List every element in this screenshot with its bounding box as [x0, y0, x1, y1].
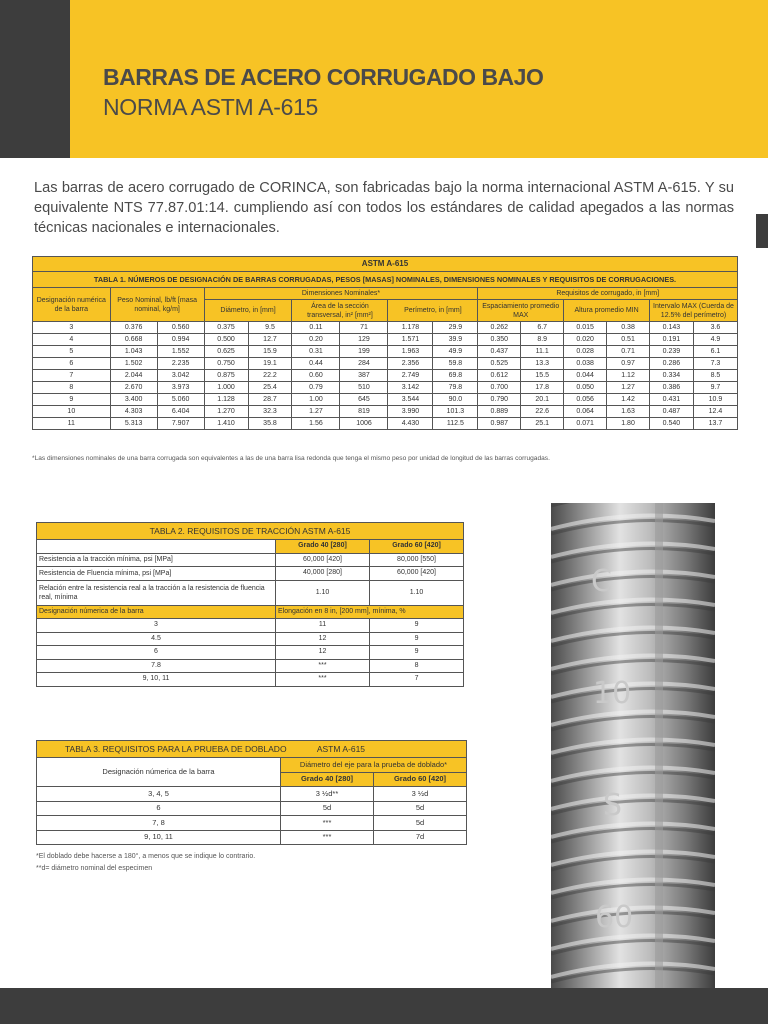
table1-cell: 0.540: [649, 418, 693, 430]
table1-cell: 0.612: [478, 370, 521, 382]
table1-cell: 0.350: [478, 334, 521, 346]
table1-cell: 7.907: [157, 418, 204, 430]
rebar-mark-60: 60: [595, 900, 634, 935]
table2-elong-cell-g40: 12: [276, 632, 370, 646]
table1-cell: 0.020: [564, 334, 607, 346]
table3-cell-g60: 5d: [374, 816, 467, 831]
table2-elong-cell-g60: 9: [370, 619, 464, 633]
table1-cell: 1.963: [388, 346, 433, 358]
table3-cell-g40: ***: [281, 816, 374, 831]
table3-row: [37, 787, 467, 802]
table2-elongation-row: [37, 646, 464, 660]
table1-cell: 9: [33, 394, 111, 406]
table1-cell: 1.043: [110, 346, 157, 358]
table2-elong-cell-bar: 6: [37, 646, 276, 660]
table1-cell: 0.875: [204, 370, 248, 382]
table3-cell-g40: 5d: [281, 801, 374, 816]
table1-cell: 0.064: [564, 406, 607, 418]
table2-elong-cell-g40: 12: [276, 646, 370, 660]
table1-cell: 3.142: [388, 382, 433, 394]
side-tab-marker: [756, 214, 768, 248]
table1-cell: 39.9: [433, 334, 478, 346]
table1-cell: 1.571: [388, 334, 433, 346]
table3-cell-bar: 9, 10, 11: [37, 830, 281, 845]
table2-elongation-row: [37, 673, 464, 687]
table1-cell: 0.525: [478, 358, 521, 370]
table2-empty-header: [37, 540, 276, 554]
table2-row: [37, 553, 464, 567]
table2-elong-cell-g60: 9: [370, 646, 464, 660]
table1-caption: TABLA 1. NÚMEROS DE DESIGNACIÓN DE BARRAS CORRUGADAS, PESOS [MASAS] NOMINALES, DIMENSIONES NOMINALES Y REQUISITOS DE CORRUGACIONES.: [33, 272, 738, 288]
table2-elong-cell-bar: 3: [37, 619, 276, 633]
table1-cell: 0.20: [292, 334, 340, 346]
table2-elong-cell-g40: ***: [276, 659, 370, 673]
table1-cell: 1.502: [110, 358, 157, 370]
table3-cell-g60: 7d: [374, 830, 467, 845]
table3-diameter-label: Diámetro del eje para la prueba de doblado*: [281, 758, 467, 773]
table3-cell-bar: 6: [37, 801, 281, 816]
table1-cell: 0.038: [564, 358, 607, 370]
table1-header-requirements: Requisitos de corrugado, in [mm]: [478, 288, 738, 300]
table2-cell-label: Resistencia de Fluencia mínima, psi [MPa]: [37, 567, 276, 581]
table2-elong-cell-g60: 7: [370, 673, 464, 687]
table1-cell: 0.015: [564, 322, 607, 334]
table1-cell: 0.044: [564, 370, 607, 382]
table1-cell: 3.400: [110, 394, 157, 406]
table1-row: [33, 322, 738, 334]
table1-cell: 28.7: [248, 394, 292, 406]
table2-elong-cell-bar: 4.5: [37, 632, 276, 646]
table1-header-dimensions: Dimensiones Nominales*: [204, 288, 478, 300]
table1-cell: 0.286: [649, 358, 693, 370]
table1-cell: 645: [340, 394, 388, 406]
table1-cell: 10.9: [693, 394, 737, 406]
table1-row: [33, 358, 738, 370]
table1-cell: 1.80: [607, 418, 650, 430]
table1-cell: 0.71: [607, 346, 650, 358]
table1-cell: 0.60: [292, 370, 340, 382]
table2-cell-label: Relación entre la resistencia real a la tracción a la resistencia de fluencia real, mínima: [37, 580, 276, 605]
table1-cell: 0.11: [292, 322, 340, 334]
table1-cell: 0.143: [649, 322, 693, 334]
rebar-longitudinal-rib: [655, 503, 663, 1024]
table1-cell: 6.1: [693, 346, 737, 358]
table3-cell-bar: 7, 8: [37, 816, 281, 831]
table1-cell: 1.27: [607, 382, 650, 394]
table1-cell: 8.9: [521, 334, 564, 346]
intro-paragraph: Las barras de acero corrugado de CORINCA, son fabricadas bajo la norma internacional ASTM A-615. Y su equivalente NTS 77.87.01:14. cumpliendo así con todos los estándares de calidad apegados a las normas técnicas nacionales e internacionales.: [34, 180, 734, 236]
table2-cell-g60: 60,000 [420]: [370, 567, 464, 581]
table1-header-area: Área de la sección transversal, in² [mm²]: [292, 300, 388, 322]
table1-cell: 819: [340, 406, 388, 418]
table2-elong-cell-bar: 9, 10, 11: [37, 673, 276, 687]
table2-cell-g40: 40,000 [280]: [276, 567, 370, 581]
table2-elongation-row: [37, 632, 464, 646]
table1-cell: 29.9: [433, 322, 478, 334]
rebar-mark-c: C: [591, 564, 612, 599]
table1-cell: 0.31: [292, 346, 340, 358]
rebar-mark-s: S: [603, 788, 623, 823]
table1-header-weight: Peso Nominal, lb/ft [masa nominal, kg/m]: [110, 288, 204, 322]
table1-cell: 7: [33, 370, 111, 382]
table1-cell: 6.404: [157, 406, 204, 418]
table1-cell: 0.262: [478, 322, 521, 334]
table1-cell: 35.8: [248, 418, 292, 430]
table2-cell-g60: 1.10: [370, 580, 464, 605]
table1-cell: 0.987: [478, 418, 521, 430]
table3-title: TABLA 3. REQUISITOS PARA LA PRUEBA DE DOBLADO: [65, 744, 287, 754]
table3-footnote-2: **d= diámetro nominal del especimen: [36, 865, 153, 872]
table1-cell: 0.487: [649, 406, 693, 418]
table1-cell: 4: [33, 334, 111, 346]
table3-cell-g40: ***: [281, 830, 374, 845]
table1-cell: 1.128: [204, 394, 248, 406]
table2-cell-g40: 1.10: [276, 580, 370, 605]
table1-cell: 1006: [340, 418, 388, 430]
rebar-mark-10: 10: [593, 676, 632, 711]
table1-cell: 112.5: [433, 418, 478, 430]
table1-row: [33, 382, 738, 394]
table1-cell: 199: [340, 346, 388, 358]
page-title-line1: BARRAS DE ACERO CORRUGADO BAJO: [103, 64, 544, 90]
table1-cell: 79.8: [433, 382, 478, 394]
table3-row: [37, 801, 467, 816]
table1-cell: 1.00: [292, 394, 340, 406]
table1-cell: 1.410: [204, 418, 248, 430]
table1-cell: 0.38: [607, 322, 650, 334]
table1-row: [33, 406, 738, 418]
table1-cell: 0.191: [649, 334, 693, 346]
table1-cell: 15.9: [248, 346, 292, 358]
table1-cell: 13.3: [521, 358, 564, 370]
table1-cell: 2.670: [110, 382, 157, 394]
table1-cell: 2.044: [110, 370, 157, 382]
table1-cell: 0.97: [607, 358, 650, 370]
rebar-photo: [551, 503, 715, 1024]
table1-cell: 0.375: [204, 322, 248, 334]
table1-cell: 0.889: [478, 406, 521, 418]
table1-cell: 0.51: [607, 334, 650, 346]
table1-cell: 9.7: [693, 382, 737, 394]
table1-cell: 22.2: [248, 370, 292, 382]
header-dark-block: [0, 0, 70, 158]
table2-elong-cell-g60: 8: [370, 659, 464, 673]
table3-designation-label: Designación númerica de la barra: [37, 758, 281, 787]
table3-cell-g60: 3 ½d: [374, 787, 467, 802]
table3-title-norm: ASTM A-615: [316, 744, 366, 754]
table2-title: TABLA 2. REQUISITOS DE TRACCIÓN ASTM A-615: [37, 523, 464, 540]
table1-cell: 3.6: [693, 322, 737, 334]
table1-cell: 2.235: [157, 358, 204, 370]
table1-cell: 0.668: [110, 334, 157, 346]
table2-row: [37, 580, 464, 605]
table1-cell: 0.334: [649, 370, 693, 382]
table2-designation-label: Designación númerica de la barra: [37, 605, 276, 619]
table1-cell: 1.42: [607, 394, 650, 406]
table1-cell: 2.749: [388, 370, 433, 382]
table1-cell: 0.056: [564, 394, 607, 406]
table1-cell: 0.700: [478, 382, 521, 394]
table1-header-perimeter: Perímetro, in [mm]: [388, 300, 478, 322]
table2-cell-g40: 60,000 [420]: [276, 553, 370, 567]
table1-cell: 1.270: [204, 406, 248, 418]
table1-row: [33, 346, 738, 358]
table1-cell: 3.990: [388, 406, 433, 418]
table1-cell: 59.8: [433, 358, 478, 370]
table1-cell: 25.4: [248, 382, 292, 394]
table1-cell: 0.625: [204, 346, 248, 358]
table1-cell: 0.994: [157, 334, 204, 346]
table1-cell: 4.303: [110, 406, 157, 418]
table1-cell: 0.750: [204, 358, 248, 370]
table1-cell: 3.042: [157, 370, 204, 382]
table1-cell: 2.356: [388, 358, 433, 370]
table2-elongation-row: [37, 659, 464, 673]
table1-cell: 5.060: [157, 394, 204, 406]
table1-cell: 5: [33, 346, 111, 358]
table2-elong-cell-g40: ***: [276, 673, 370, 687]
table1-cell: 1.12: [607, 370, 650, 382]
table-bend-test: [36, 740, 467, 845]
table1-cell: 284: [340, 358, 388, 370]
table1-cell: 1.63: [607, 406, 650, 418]
table3-cell-g40: 3 ½d**: [281, 787, 374, 802]
table1-cell: 0.028: [564, 346, 607, 358]
table1-cell: 6: [33, 358, 111, 370]
table2-row: [37, 567, 464, 581]
table1-cell: 10: [33, 406, 111, 418]
table3-cell-bar: 3, 4, 5: [37, 787, 281, 802]
table1-footnote: *Las dimensiones nominales de una barra corrugada son equivalentes a las de una barra lisa redonda que tenga el mismo peso por unidad de longitud de las barras corrugadas.: [32, 455, 550, 462]
table1-cell: 1.178: [388, 322, 433, 334]
table1-row: [33, 394, 738, 406]
table1-cell: 1.000: [204, 382, 248, 394]
table1-cell: 5.313: [110, 418, 157, 430]
table1-cell: 90.0: [433, 394, 478, 406]
table1-header-height: Altura promedio MIN: [564, 300, 650, 322]
table2-cell-g60: 80,000 [550]: [370, 553, 464, 567]
table1-cell: 8: [33, 382, 111, 394]
table3-title-cell: [37, 741, 467, 758]
table1-row: [33, 334, 738, 346]
table-bar-designations: [32, 256, 738, 430]
table1-cell: 71: [340, 322, 388, 334]
table3-row: [37, 830, 467, 845]
table3-cell-g60: 5d: [374, 801, 467, 816]
table1-banner: ASTM A-615: [33, 257, 738, 272]
table1-cell: 9.5: [248, 322, 292, 334]
table1-cell: 3.544: [388, 394, 433, 406]
table1-cell: 101.3: [433, 406, 478, 418]
table1-header-diameter: Diámetro, in [mm]: [204, 300, 292, 322]
table3-footnote-1: *El doblado debe hacerse a 180°, a menos que se indique lo contrario.: [36, 853, 256, 860]
table1-cell: 4.9: [693, 334, 737, 346]
table1-row: [33, 370, 738, 382]
table1-cell: 4.430: [388, 418, 433, 430]
table1-header-gap: Intervalo MAX (Cuerda de 12.5% del perímetro): [649, 300, 737, 322]
table1-cell: 6.7: [521, 322, 564, 334]
table1-cell: 22.6: [521, 406, 564, 418]
table1-cell: 1.56: [292, 418, 340, 430]
table1-cell: 0.560: [157, 322, 204, 334]
table1-cell: 49.9: [433, 346, 478, 358]
table1-cell: 0.376: [110, 322, 157, 334]
table2-elong-cell-g40: 11: [276, 619, 370, 633]
table1-cell: 0.386: [649, 382, 693, 394]
footer-band: [0, 988, 768, 1024]
table2-elongation-label: Elongación en 8 in, [200 mm], mínima, %: [276, 605, 464, 619]
table1-cell: 12.4: [693, 406, 737, 418]
page-title-line2: NORMA ASTM A-615: [103, 94, 319, 120]
table2-elongation-row: [37, 619, 464, 633]
table1-cell: 0.239: [649, 346, 693, 358]
table1-cell: 0.500: [204, 334, 248, 346]
table1-cell: 0.071: [564, 418, 607, 430]
table1-cell: 3: [33, 322, 111, 334]
table1-cell: 25.1: [521, 418, 564, 430]
table1-cell: 0.790: [478, 394, 521, 406]
table1-cell: 13.7: [693, 418, 737, 430]
table2-elong-cell-g60: 9: [370, 632, 464, 646]
table1-cell: 0.050: [564, 382, 607, 394]
table2-elong-cell-bar: 7.8: [37, 659, 276, 673]
table1-cell: 8.5: [693, 370, 737, 382]
table1-cell: 20.1: [521, 394, 564, 406]
table1-cell: 15.5: [521, 370, 564, 382]
table1-cell: 11.1: [521, 346, 564, 358]
table1-cell: 17.8: [521, 382, 564, 394]
table1-row: [33, 418, 738, 430]
table1-cell: 19.1: [248, 358, 292, 370]
table1-cell: 11: [33, 418, 111, 430]
table-tensile-requirements: [36, 522, 464, 687]
rebar-illustration: [551, 503, 715, 1024]
table1-cell: 1.552: [157, 346, 204, 358]
table1-cell: 7.3: [693, 358, 737, 370]
table1-header-spacing: Espaciamiento promedio MAX: [478, 300, 564, 322]
table3-row: [37, 816, 467, 831]
table2-header-grade40: Grado 40 [280]: [276, 540, 370, 554]
table1-cell: 0.44: [292, 358, 340, 370]
table1-header-designation: Designación numérica de la barra: [33, 288, 111, 322]
table1-cell: 1.27: [292, 406, 340, 418]
table1-cell: 69.8: [433, 370, 478, 382]
table3-header-grade40: Grado 40 [280]: [281, 772, 374, 787]
table1-cell: 387: [340, 370, 388, 382]
table1-cell: 510: [340, 382, 388, 394]
table1-cell: 0.437: [478, 346, 521, 358]
table2-cell-label: Resistencia a la tracción mínima, psi [MPa]: [37, 553, 276, 567]
table1-cell: 0.79: [292, 382, 340, 394]
table1-cell: 12.7: [248, 334, 292, 346]
table1-cell: 32.3: [248, 406, 292, 418]
table3-header-grade60: Grado 60 [420]: [374, 772, 467, 787]
table2-header-grade60: Grado 60 [420]: [370, 540, 464, 554]
table1-cell: 3.973: [157, 382, 204, 394]
table1-cell: 129: [340, 334, 388, 346]
table1-cell: 0.431: [649, 394, 693, 406]
